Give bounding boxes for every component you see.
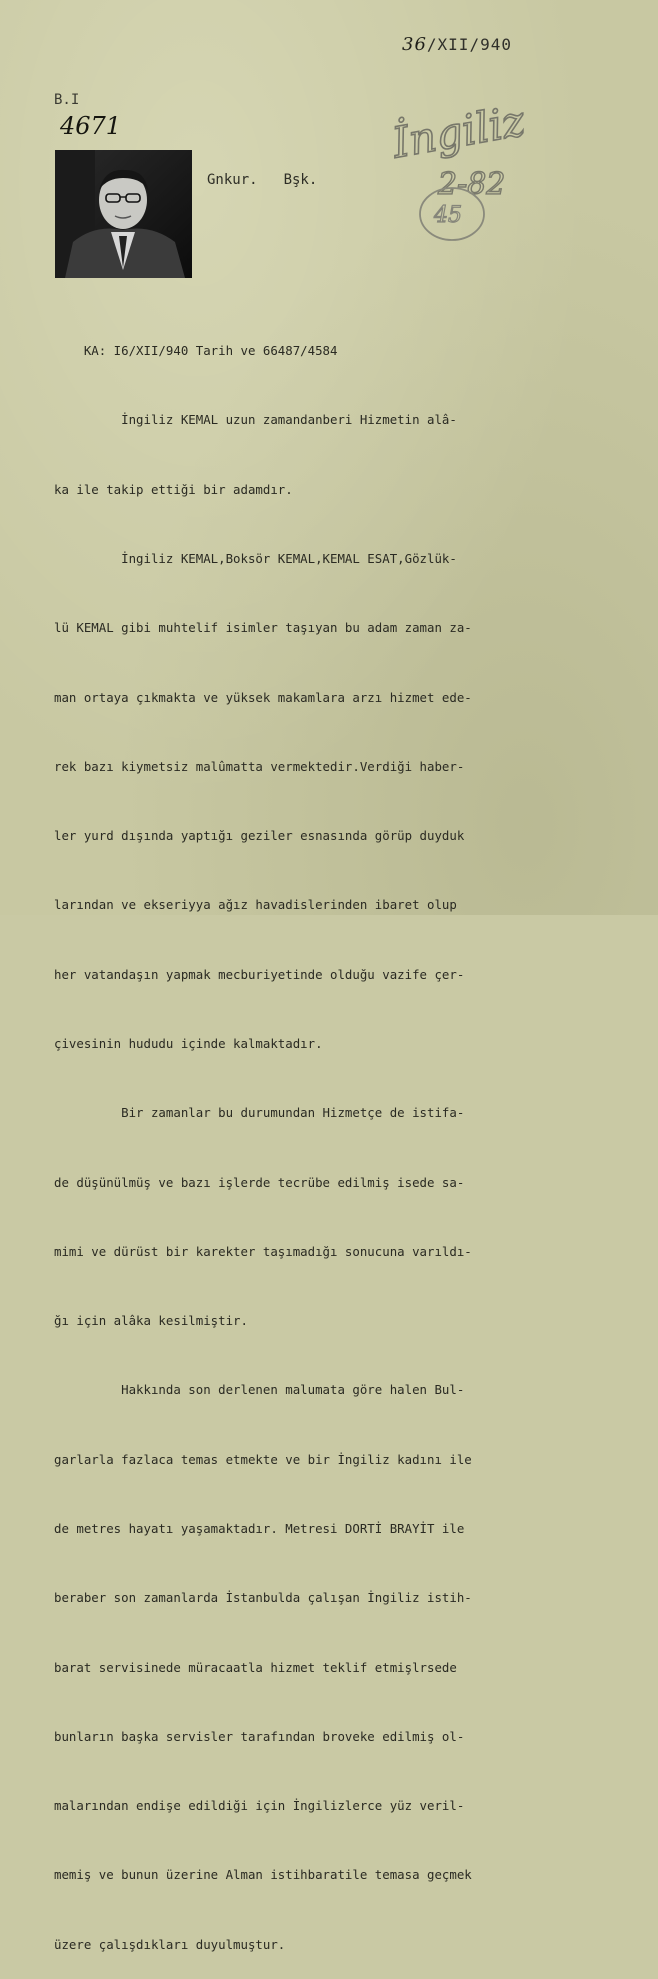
- body-line: ka ile takip ettiği bir adamdır.: [54, 481, 293, 497]
- body-line: larından ve ekseriyya ağız havadislerinden ibaret olup: [54, 897, 457, 913]
- addressee-bsk: Bşk.: [283, 172, 318, 188]
- body-line: beraber son zamanlarda İstanbulda çalışan İngiliz istih-: [54, 1590, 472, 1606]
- body-line: lü KEMAL gibi muhtelif isimler taşıyan bu adam zaman za-: [54, 620, 472, 636]
- addressee-gnkur: Gnkur.: [207, 172, 258, 188]
- annotation-word: İngiliz: [388, 96, 529, 168]
- body-line: her vatandaşın yapmak mecburiyetinde olduğu vazife çer-: [54, 966, 465, 982]
- annotation-number: 2-82: [438, 167, 506, 202]
- body-line: rek bazı kiymetsiz malûmatta vermektedir.Verdiği haber-: [54, 758, 465, 774]
- portrait-photo-icon: [55, 150, 192, 278]
- body-line: de metres hayatı yaşamaktadır. Metresi DORTİ BRAYİT ile: [54, 1520, 465, 1536]
- reference-code: B.I: [54, 92, 80, 108]
- addressee-line: [207, 172, 317, 188]
- body-line: Hakkında son derlenen malumata göre halen Bul-: [54, 1382, 465, 1398]
- body-line: malarından endişe edildiği için İngilizlerce yüz veril-: [54, 1798, 465, 1814]
- body-line: garlarla fazlaca temas etmekte ve bir İngiliz kadını ile: [54, 1451, 472, 1467]
- date-handwritten: 36: [402, 34, 427, 55]
- date-typed: /XII/940: [426, 35, 512, 54]
- body-line: İngiliz KEMAL,Boksör KEMAL,KEMAL ESAT,Gözlük-: [54, 551, 457, 567]
- annotation-circle-number: 45: [434, 203, 462, 228]
- date-stamp: [402, 34, 512, 55]
- body-line: ğı için alâka kesilmiştir.: [54, 1313, 248, 1329]
- body-line: bunların başka servisler tarafından broveke edilmiş ol-: [54, 1728, 465, 1744]
- handwritten-annotation: [380, 82, 550, 262]
- body-line: man ortaya çıkmakta ve yüksek makamlara arzı hizmet ede-: [54, 689, 472, 705]
- reference-number-handwritten: 4671: [60, 112, 122, 140]
- body-line: barat servisinede müracaatla hizmet teklif etmişlrsede: [54, 1659, 457, 1675]
- body-line: çivesinin hududu içinde kalmaktadır.: [54, 1036, 323, 1051]
- body-line: mimi ve dürüst bir karekter taşımadığı sonucuna varıldı-: [54, 1243, 472, 1259]
- body-line: de düşünülmüş ve bazı işlerde tecrübe edilmiş isede sa-: [54, 1174, 465, 1190]
- body-line: KA: I6/XII/940 Tarih ve 66487/4584: [54, 343, 338, 359]
- body-line: İngiliz KEMAL uzun zamandanberi Hizmetin alâ-: [54, 412, 457, 428]
- letter-body: [54, 293, 638, 1979]
- body-line: Bir zamanlar bu durumundan Hizmetçe de istifa-: [54, 1105, 465, 1121]
- body-line: üzere çalışdıkları duyulmuştur.: [54, 1936, 286, 1952]
- body-line: memiş ve bunun üzerine Alman istihbaratile temasa geçmek: [54, 1867, 472, 1883]
- body-line: ler yurd dışında yaptığı geziler esnasında görüp duyduk: [54, 828, 465, 844]
- portrait-photo: [55, 150, 192, 278]
